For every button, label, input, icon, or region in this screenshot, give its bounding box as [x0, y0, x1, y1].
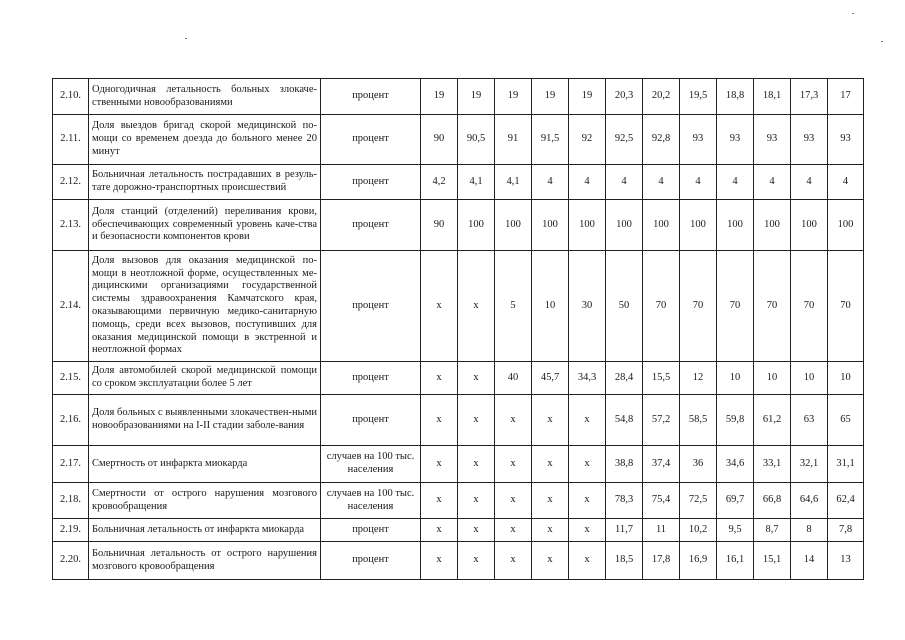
indicator-name: Доля выездов бригад скорой медицинской по-мощи со временем доезда до больного менее 20 минут — [89, 115, 321, 165]
scan-speck — [852, 13, 854, 14]
table-row — [53, 79, 864, 115]
value-cell: 100 — [569, 200, 606, 251]
value-cell: 4 — [643, 165, 680, 200]
value-cell: х — [421, 542, 458, 580]
value-cell: 100 — [606, 200, 643, 251]
unit-of-measure: процент — [321, 115, 421, 165]
table-row — [53, 519, 864, 542]
value-cell: х — [569, 519, 606, 542]
value-cell: х — [421, 362, 458, 395]
value-cell: х — [532, 542, 569, 580]
value-cell: 19 — [495, 79, 532, 115]
unit-of-measure: случаев на 100 тыс. населения — [321, 446, 421, 483]
value-cell: 11,7 — [606, 519, 643, 542]
value-cell: 19 — [421, 79, 458, 115]
value-cell: 10 — [754, 362, 791, 395]
value-cell: 19,5 — [680, 79, 717, 115]
value-cell: 75,4 — [643, 483, 680, 519]
value-cell: 93 — [754, 115, 791, 165]
value-cell: 57,2 — [643, 395, 680, 446]
value-cell: х — [458, 542, 495, 580]
value-cell: 8,7 — [754, 519, 791, 542]
value-cell: 31,1 — [828, 446, 864, 483]
value-cell: х — [421, 251, 458, 362]
value-cell: 19 — [569, 79, 606, 115]
scan-speck — [185, 38, 187, 39]
value-cell: 18,1 — [754, 79, 791, 115]
value-cell: 78,3 — [606, 483, 643, 519]
value-cell: 100 — [643, 200, 680, 251]
indicators-table — [52, 78, 864, 580]
value-cell: 40 — [495, 362, 532, 395]
value-cell: 100 — [495, 200, 532, 251]
value-cell: 20,2 — [643, 79, 680, 115]
value-cell: х — [458, 446, 495, 483]
value-cell: 100 — [717, 200, 754, 251]
value-cell: 66,8 — [754, 483, 791, 519]
value-cell: 93 — [680, 115, 717, 165]
value-cell: 4 — [569, 165, 606, 200]
value-cell: 18,5 — [606, 542, 643, 580]
value-cell: 17 — [828, 79, 864, 115]
value-cell: 4 — [680, 165, 717, 200]
table-row — [53, 395, 864, 446]
value-cell: х — [532, 519, 569, 542]
value-cell: х — [532, 483, 569, 519]
row-number: 2.14. — [53, 251, 89, 362]
table-row — [53, 446, 864, 483]
unit-of-measure: процент — [321, 395, 421, 446]
table-row — [53, 483, 864, 519]
value-cell: х — [495, 446, 532, 483]
table-row — [53, 115, 864, 165]
row-number: 2.17. — [53, 446, 89, 483]
value-cell: 61,2 — [754, 395, 791, 446]
value-cell: 32,1 — [791, 446, 828, 483]
value-cell: 20,3 — [606, 79, 643, 115]
row-number: 2.20. — [53, 542, 89, 580]
value-cell: 37,4 — [643, 446, 680, 483]
value-cell: 65 — [828, 395, 864, 446]
indicator-name: Смертность от инфаркта миокарда — [89, 446, 321, 483]
value-cell: 91 — [495, 115, 532, 165]
unit-of-measure: процент — [321, 362, 421, 395]
value-cell: 16,9 — [680, 542, 717, 580]
value-cell: 33,1 — [754, 446, 791, 483]
value-cell: х — [532, 395, 569, 446]
value-cell: 50 — [606, 251, 643, 362]
value-cell: х — [569, 446, 606, 483]
scan-speck — [881, 41, 883, 42]
value-cell: 16,1 — [717, 542, 754, 580]
indicator-name: Доля больных с выявленными злокачествен-ными новообразованиями на I-II стадии заболе-вания — [89, 395, 321, 446]
value-cell: 4 — [828, 165, 864, 200]
value-cell: 4,2 — [421, 165, 458, 200]
value-cell: х — [495, 395, 532, 446]
value-cell: 36 — [680, 446, 717, 483]
value-cell: 9,5 — [717, 519, 754, 542]
value-cell: 17,8 — [643, 542, 680, 580]
value-cell: х — [421, 395, 458, 446]
value-cell: х — [421, 519, 458, 542]
value-cell: 70 — [643, 251, 680, 362]
value-cell: 100 — [828, 200, 864, 251]
value-cell: 13 — [828, 542, 864, 580]
unit-of-measure: процент — [321, 79, 421, 115]
value-cell: 70 — [717, 251, 754, 362]
value-cell: х — [532, 446, 569, 483]
value-cell: 10 — [791, 362, 828, 395]
value-cell: х — [569, 542, 606, 580]
value-cell: 7,8 — [828, 519, 864, 542]
table-row — [53, 542, 864, 580]
value-cell: 92 — [569, 115, 606, 165]
value-cell: 100 — [680, 200, 717, 251]
value-cell: 14 — [791, 542, 828, 580]
value-cell: 58,5 — [680, 395, 717, 446]
indicator-name: Доля автомобилей скорой медицинской помощи со сроком эксплуатации более 5 лет — [89, 362, 321, 395]
value-cell: 70 — [828, 251, 864, 362]
value-cell: 38,8 — [606, 446, 643, 483]
table-row — [53, 165, 864, 200]
value-cell: 72,5 — [680, 483, 717, 519]
value-cell: 90,5 — [458, 115, 495, 165]
value-cell: 11 — [643, 519, 680, 542]
value-cell: 69,7 — [717, 483, 754, 519]
value-cell: 70 — [754, 251, 791, 362]
value-cell: 4 — [717, 165, 754, 200]
value-cell: 4 — [532, 165, 569, 200]
value-cell: 18,8 — [717, 79, 754, 115]
value-cell: 34,6 — [717, 446, 754, 483]
row-number: 2.15. — [53, 362, 89, 395]
value-cell: 59,8 — [717, 395, 754, 446]
row-number: 2.11. — [53, 115, 89, 165]
value-cell: 90 — [421, 115, 458, 165]
value-cell: 54,8 — [606, 395, 643, 446]
row-number: 2.10. — [53, 79, 89, 115]
value-cell: 93 — [791, 115, 828, 165]
value-cell: 62,4 — [828, 483, 864, 519]
value-cell: 4 — [791, 165, 828, 200]
value-cell: 70 — [680, 251, 717, 362]
value-cell: 4,1 — [458, 165, 495, 200]
value-cell: 8 — [791, 519, 828, 542]
value-cell: х — [458, 251, 495, 362]
indicator-name: Смертности от острого нарушения мозгового кровообращения — [89, 483, 321, 519]
value-cell: 63 — [791, 395, 828, 446]
value-cell: 12 — [680, 362, 717, 395]
value-cell: 100 — [532, 200, 569, 251]
value-cell: х — [458, 362, 495, 395]
unit-of-measure: процент — [321, 165, 421, 200]
indicator-name: Одногодичная летальность больных злокаче-ственными новообразованиями — [89, 79, 321, 115]
value-cell: 93 — [828, 115, 864, 165]
indicator-name: Больничная летальность от острого нарушения мозгового кровообращения — [89, 542, 321, 580]
value-cell: 30 — [569, 251, 606, 362]
table-row — [53, 200, 864, 251]
value-cell: х — [458, 483, 495, 519]
table-body — [53, 79, 864, 580]
value-cell: 64,6 — [791, 483, 828, 519]
value-cell: 15,5 — [643, 362, 680, 395]
value-cell: х — [569, 483, 606, 519]
unit-of-measure: процент — [321, 200, 421, 251]
value-cell: 15,1 — [754, 542, 791, 580]
unit-of-measure: процент — [321, 251, 421, 362]
value-cell: 19 — [458, 79, 495, 115]
table-row — [53, 362, 864, 395]
value-cell: х — [569, 395, 606, 446]
unit-of-measure: процент — [321, 542, 421, 580]
value-cell: х — [458, 395, 495, 446]
value-cell: 90 — [421, 200, 458, 251]
value-cell: х — [495, 519, 532, 542]
value-cell: х — [495, 483, 532, 519]
value-cell: 45,7 — [532, 362, 569, 395]
value-cell: х — [421, 483, 458, 519]
value-cell: 10 — [828, 362, 864, 395]
indicator-name: Доля вызовов для оказания медицинской по-мощи в неотложной форме, осуществленных ме-дицинскими организациями государственной системы здравоохранения Камчатского края, оказывающими первичную медико-санитарную помощь, среди всех вызовов, поступивших для оказания медицинской помощи в экстренной и неотложной формах — [89, 251, 321, 362]
value-cell: 92,5 — [606, 115, 643, 165]
value-cell: х — [421, 446, 458, 483]
value-cell: 4,1 — [495, 165, 532, 200]
row-number: 2.18. — [53, 483, 89, 519]
value-cell: 34,3 — [569, 362, 606, 395]
value-cell: 93 — [717, 115, 754, 165]
value-cell: 28,4 — [606, 362, 643, 395]
indicator-name: Больничная летальность от инфаркта миокарда — [89, 519, 321, 542]
value-cell: 10 — [717, 362, 754, 395]
row-number: 2.12. — [53, 165, 89, 200]
value-cell: 4 — [606, 165, 643, 200]
row-number: 2.19. — [53, 519, 89, 542]
value-cell: 10,2 — [680, 519, 717, 542]
value-cell: 100 — [458, 200, 495, 251]
value-cell: 17,3 — [791, 79, 828, 115]
table-row — [53, 251, 864, 362]
value-cell: 70 — [791, 251, 828, 362]
value-cell: 100 — [791, 200, 828, 251]
indicator-name: Доля станций (отделений) переливания крови, обеспечивающих современный уровень каче-ства и безопасности компонентов крови — [89, 200, 321, 251]
value-cell: х — [458, 519, 495, 542]
value-cell: 5 — [495, 251, 532, 362]
value-cell: 10 — [532, 251, 569, 362]
value-cell: 92,8 — [643, 115, 680, 165]
value-cell: 91,5 — [532, 115, 569, 165]
value-cell: 4 — [754, 165, 791, 200]
value-cell: 100 — [754, 200, 791, 251]
row-number: 2.13. — [53, 200, 89, 251]
value-cell: 19 — [532, 79, 569, 115]
value-cell: х — [495, 542, 532, 580]
unit-of-measure: процент — [321, 519, 421, 542]
unit-of-measure: случаев на 100 тыс. населения — [321, 483, 421, 519]
row-number: 2.16. — [53, 395, 89, 446]
indicator-name: Больничная летальность пострадавших в резуль-тате дорожно-транспортных происшествий — [89, 165, 321, 200]
